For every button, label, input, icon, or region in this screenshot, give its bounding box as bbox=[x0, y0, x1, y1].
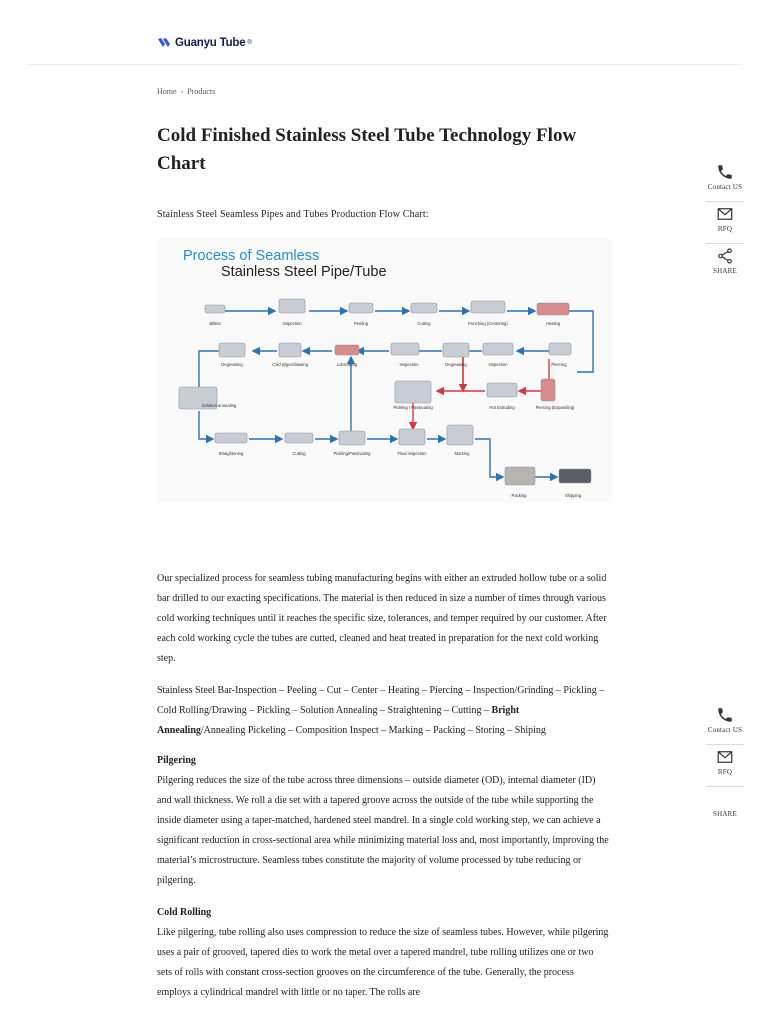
step-label: Packing bbox=[511, 493, 527, 498]
step-label: Hot Extruding bbox=[489, 405, 515, 410]
header-divider bbox=[26, 64, 742, 65]
contact-us-label: Contact US bbox=[707, 183, 743, 191]
rfq-label: RFQ bbox=[717, 225, 733, 233]
side-toolbar bbox=[696, 160, 754, 285]
phone-icon bbox=[716, 706, 734, 724]
rfq-button[interactable] bbox=[696, 202, 754, 243]
step-label: Cutting bbox=[417, 321, 431, 326]
side-toolbar-secondary bbox=[696, 703, 754, 828]
step-label: Cutting bbox=[292, 451, 306, 456]
logo-mark-icon bbox=[157, 36, 173, 50]
step-label: Inspection bbox=[282, 321, 302, 326]
pilgering-paragraph: Pilgering reduces the size of the tube across three dimensions – outside diameter (OD), internal diameter (ID) and wall thickness. We roll a die set with a tapered groove across the outside of the tube while supporting the inside diameter using a taper-matched, hardened steel mandrel. In a single cold working step, we can achieve a significant reduction in cross-sectional area while minimizing material loss and, most importantly, improving the material’s microstructure. Seamless tubes constitute the majority of volume processed by tube reducing or pilgering. bbox=[157, 775, 609, 886]
article-body bbox=[157, 569, 609, 1003]
step-label: Straightening bbox=[218, 451, 244, 456]
step-label: Final inspection bbox=[397, 451, 427, 456]
intro-text: Stainless Steel Seamless Pipes and Tubes Production Flow Chart: bbox=[157, 209, 429, 220]
step-label: Inspection bbox=[399, 362, 419, 367]
step-label: Peeling bbox=[354, 321, 368, 326]
share-label: SHARE bbox=[713, 267, 737, 275]
step-label: Piercing bbox=[551, 362, 567, 367]
flow-chart-svg bbox=[157, 239, 612, 503]
section-heading-cold-rolling: Cold Rolling bbox=[157, 907, 212, 918]
breadcrumb bbox=[157, 87, 215, 96]
chevron-right-icon: › bbox=[180, 87, 184, 96]
share-button[interactable] bbox=[696, 787, 754, 828]
breadcrumb-products[interactable]: Products bbox=[187, 87, 216, 96]
contact-us-label: Contact US bbox=[707, 726, 743, 734]
step-label: Heating bbox=[545, 321, 561, 326]
process-sequence-text-end: /Annealing Pickeling – Composition Inspect – Marking – Packing – Storing – Shiping bbox=[200, 725, 546, 736]
step-label: Degreasing bbox=[445, 362, 467, 367]
logo-registered-mark: ® bbox=[247, 40, 252, 46]
phone-icon bbox=[716, 163, 734, 181]
breadcrumb-home[interactable]: Home bbox=[157, 87, 177, 96]
share-icon bbox=[716, 790, 734, 808]
bright-annealing-link[interactable]: Bright Annealing bbox=[157, 705, 520, 736]
step-label: Cold pilger/drawing bbox=[272, 362, 308, 367]
site-header bbox=[0, 0, 768, 64]
section-heading-pilgering: Pilgering bbox=[157, 755, 196, 766]
step-label: Pickling/Passivating bbox=[333, 451, 371, 456]
diagram-title-line2: Stainless Steel Pipe/Tube bbox=[221, 264, 387, 280]
process-sequence-paragraph bbox=[157, 681, 609, 741]
contact-us-button[interactable] bbox=[696, 703, 754, 744]
contact-us-button[interactable] bbox=[696, 160, 754, 201]
step-label: Solution annealing bbox=[201, 403, 237, 408]
site-logo[interactable] bbox=[157, 36, 252, 50]
diagram-title-line1: Process of Seamless bbox=[183, 248, 320, 264]
rfq-button[interactable] bbox=[696, 745, 754, 786]
step-label: Inspection bbox=[488, 362, 508, 367]
process-flow-chart-image bbox=[157, 239, 612, 503]
step-label: Shipping bbox=[564, 493, 582, 498]
share-label: SHARE bbox=[713, 810, 737, 818]
share-icon bbox=[716, 247, 734, 265]
share-button[interactable] bbox=[696, 244, 754, 285]
page-title: Cold Finished Stainless Steel Tube Technology Flow Chart bbox=[157, 125, 577, 174]
rfq-label: RFQ bbox=[717, 768, 733, 776]
step-label: Lubricating bbox=[336, 362, 358, 367]
step-label: Billets bbox=[209, 321, 221, 326]
step-label: Pickling / Passivating bbox=[393, 405, 433, 410]
mail-icon bbox=[716, 748, 734, 766]
process-sequence-text: Stainless Steel Bar-Inspection – Peeling – Cut – Center – Heating – Piercing – Inspection/Grinding – Pickling – Cold Rolling/Drawing – Pickling – Solution Annealing – Straightening – Cutting – bbox=[157, 685, 605, 716]
step-label: Punching (Centering) bbox=[468, 321, 508, 326]
mail-icon bbox=[716, 205, 734, 223]
step-label: Degreasing bbox=[221, 362, 243, 367]
logo-text: Guanyu Tube bbox=[175, 37, 246, 49]
step-label: Marking bbox=[454, 451, 470, 456]
step-label: Piercing (Expanding) bbox=[535, 405, 575, 410]
intro-paragraph: Our specialized process for seamless tubing manufacturing begins with either an extruded hollow tube or a solid bar drilled to our exacting specifications. The material is then reduced in size a number of times through various cold working techniques until it reaches the specific size, tolerances, and temper required by our customer. After each cold working cycle the tubes are cutted, cleaned and heat treated in preparation for the next cold working step. bbox=[157, 573, 607, 664]
cold-rolling-paragraph: Like pilgering, tube rolling also uses compression to reduce the size of seamless tubes. However, while pilgering uses a pair of grooved, tapered dies to work the metal over a tapered mandrel, tube rolling utilizes one or two sets of rolls with constant cross-section grooves on the circumference of the tube. Generally, the process employs a cylindrical mandrel with little or no taper. The rolls are bbox=[157, 927, 609, 998]
